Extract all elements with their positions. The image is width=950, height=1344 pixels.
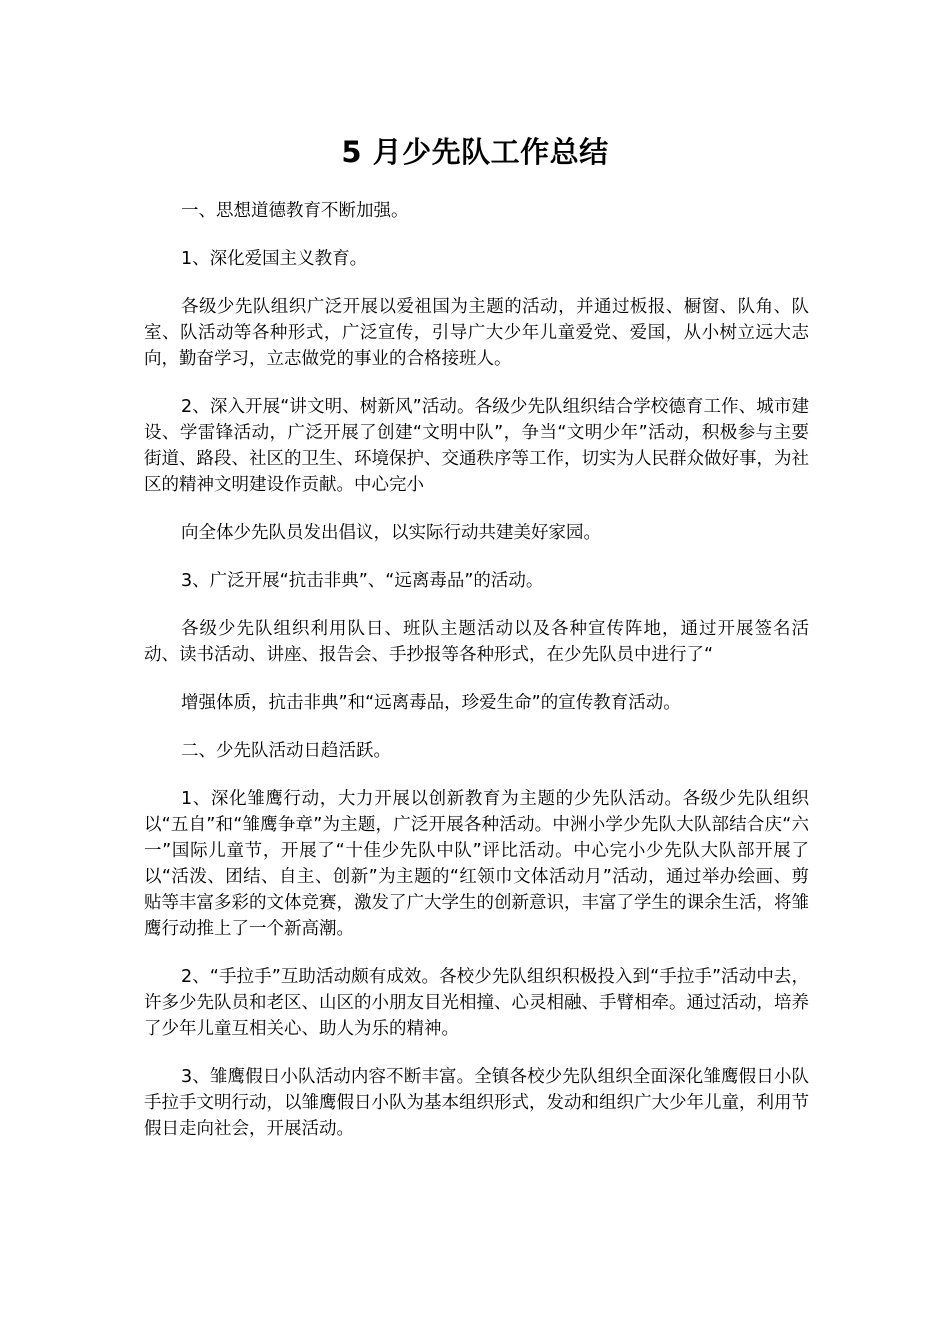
paragraph: 3、雏鹰假日小队活动内容不断丰富。全镇各校少先队组织全面深化雏鹰假日小队手拉手文明行动，以雏鹰假日小队为基本组织形式，发动和组织广大少年儿童，利用节假日走向社会，开展活动。 bbox=[144, 1067, 809, 1139]
document-title: 5 月少先队工作总结 bbox=[341, 135, 609, 169]
paragraph: 增强体质，抗击非典”和“远离毒品，珍爱生命”的宣传教育活动。 bbox=[181, 693, 681, 713]
paragraph: 各级少先队组织利用队日、班队主题活动以及各种宣传阵地，通过开展签名活动、读书活动、讲座、报告会、手抄报等各种形式，在少先队员中进行了“ bbox=[144, 619, 809, 665]
heading-section-2: 二、少先队活动日趋活跃。 bbox=[181, 741, 391, 761]
subheading-1-3: 3、广泛开展“抗击非典”、“远离毒品”的活动。 bbox=[181, 571, 544, 591]
paragraph: 1、深化雏鹰行动，大力开展以创新教育为主题的少先队活动。各级少先队组织以“五自”和“雏鹰争章”为主题，广泛开展各种活动。中洲小学少先队大队部结合庆“六一”国际儿童节，开展了“十佳少先队中队”评比活动。中心完小少先队大队部开展了以“活泼、团结、自主、创新”为主题的“红领巾文体活动月”活动，通过举办绘画、剪贴等丰富多彩的文体竞赛，激发了广大学生的创新意识，丰富了学生的课余生活，将雏鹰行动推上了一个新高潮。 bbox=[144, 789, 809, 939]
heading-section-1: 一、思想道德教育不断加强。 bbox=[181, 201, 409, 221]
paragraph: 各级少先队组织广泛开展以爱祖国为主题的活动，并通过板报、橱窗、队角、队室、队活动等各种形式，广泛宣传，引导广大少年儿童爱党、爱国，从小树立远大志向，勤奋学习，立志做党的事业的合格接班人。 bbox=[144, 297, 809, 369]
paragraph: 2、“手拉手”互助活动颇有成效。各校少先队组织积极投入到“手拉手”活动中去，许多少先队员和老区、山区的小朋友目光相撞、心灵相融、手臂相牵。通过活动，培养了少年儿童互相关心、助人为乐的精神。 bbox=[144, 967, 809, 1039]
paragraph: 2、深入开展“讲文明、树新风”活动。各级少先队组织结合学校德育工作、城市建设、学雷锋活动，广泛开展了创建“文明中队”，争当“文明少年”活动，积极参与主要街道、路段、社区的卫生、环境保护、交通秩序等工作，切实为人民群众做好事，为社区的精神文明建设作贡献。中心完小 bbox=[144, 397, 809, 495]
subheading-1-1: 1、深化爱国主义教育。 bbox=[181, 249, 368, 269]
paragraph: 向全体少先队员发出倡议，以实际行动共建美好家园。 bbox=[181, 523, 601, 543]
document-body bbox=[144, 198, 809, 1164]
